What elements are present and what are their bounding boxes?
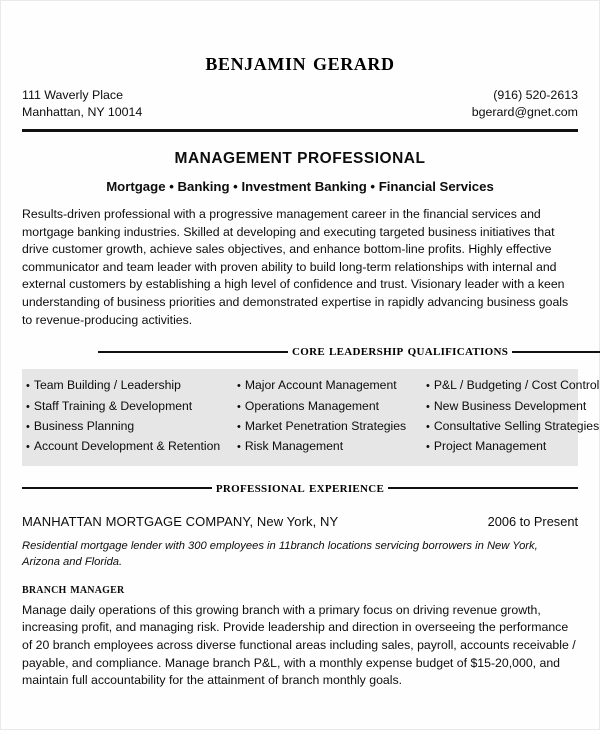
qualification-item: • P&L / Budgeting / Cost Control bbox=[426, 376, 599, 396]
employer-label: MANHATTAN MORTGAGE COMPANY, New York, NY bbox=[22, 513, 339, 529]
candidate-name: benjamin gerard bbox=[205, 49, 395, 76]
section-title-core-qualifications: core leadership qualifications bbox=[292, 343, 509, 360]
employer-description: Residential mortgage lender with 300 employees in 11branch locations servicing borrowers in New York, Arizona and Florida. bbox=[22, 539, 538, 568]
qualifications-list-1 bbox=[26, 376, 237, 458]
job-role-title: branch manager bbox=[22, 581, 125, 597]
heading-rule-right bbox=[512, 351, 600, 353]
title-block bbox=[22, 150, 578, 194]
heading-rule-right bbox=[388, 487, 578, 489]
header-divider bbox=[22, 129, 578, 132]
address-line-2: Manhattan, NY 10014 bbox=[22, 104, 143, 119]
section-title-professional-experience: professional experience bbox=[215, 479, 385, 496]
qualification-item: • Team Building / Leadership bbox=[26, 376, 237, 396]
job-title: MANAGEMENT PROFESSIONAL bbox=[174, 150, 426, 167]
qualification-item: • Business Planning bbox=[26, 417, 237, 437]
heading-rule-left bbox=[22, 487, 212, 489]
employment-dates: 2006 to Present bbox=[487, 513, 578, 529]
job-description: Manage daily operations of this growing branch with a primary focus on driving revenue growth, increasing profit, and managing risk. Provide leadership and direction in overseeing the performance of 20 branch employees across diverse functional areas including sales, payroll, accounts receivable / payable, and compliance. Manage branch P&L, with a monthly expense budget of $15-20,000, and maintain full accountability for the attainment of branch monthly goals. bbox=[22, 602, 576, 688]
qualification-item: • Account Development & Retention bbox=[26, 437, 237, 457]
address-block bbox=[22, 87, 142, 120]
qualifications-list-3 bbox=[426, 376, 599, 458]
qualifications-list-2 bbox=[237, 376, 426, 458]
employer-name bbox=[22, 514, 338, 529]
specialties-line: Mortgage • Banking • Investment Banking • Financial Services bbox=[106, 179, 494, 194]
qualifications-column-2 bbox=[237, 376, 426, 458]
experience-entry-header bbox=[22, 514, 578, 529]
section-heading-core-qualifications bbox=[22, 343, 578, 360]
header-name-block bbox=[22, 1, 578, 75]
qualifications-grid bbox=[22, 369, 600, 466]
section-heading-professional-experience bbox=[22, 480, 578, 497]
heading-rule-left bbox=[98, 351, 288, 353]
contact-details-block bbox=[472, 87, 578, 120]
qualification-item: • Risk Management bbox=[237, 437, 426, 457]
email-address[interactable]: bgerard@gnet.com bbox=[471, 104, 578, 119]
qualification-item: • Staff Training & Development bbox=[26, 397, 237, 417]
qualification-item: • Project Management bbox=[426, 437, 599, 457]
qualifications-column-1 bbox=[26, 376, 237, 458]
qualification-item: • New Business Development bbox=[426, 397, 599, 417]
phone-number: (916) 520-2613 bbox=[493, 88, 578, 102]
professional-summary: Results-driven professional with a progressive management career in the financial services and mortgage banking industries. Skilled at developing and executing targeted business initiatives that drive customer growth, achieve sales objectives, and enhance bottom-line profits. Highly effective communicator and team leader with proven ability to build long-term relationships with internal and external customers by establishing a high level of confidence and trust. Visionary leader with a keen understanding of business priorities and demonstrated expertise in rapidly advancing business goals to revenue-producing activities. bbox=[22, 207, 569, 327]
qualification-item: • Operations Management bbox=[237, 397, 426, 417]
contact-row bbox=[22, 87, 578, 120]
qualification-item: • Consultative Selling Strategies bbox=[426, 417, 599, 437]
qualifications-column-3 bbox=[426, 376, 599, 458]
address-line-1: 111 Waverly Place bbox=[22, 88, 123, 102]
qualification-item: • Major Account Management bbox=[237, 376, 426, 396]
qualification-item: • Market Penetration Strategies bbox=[237, 417, 426, 437]
